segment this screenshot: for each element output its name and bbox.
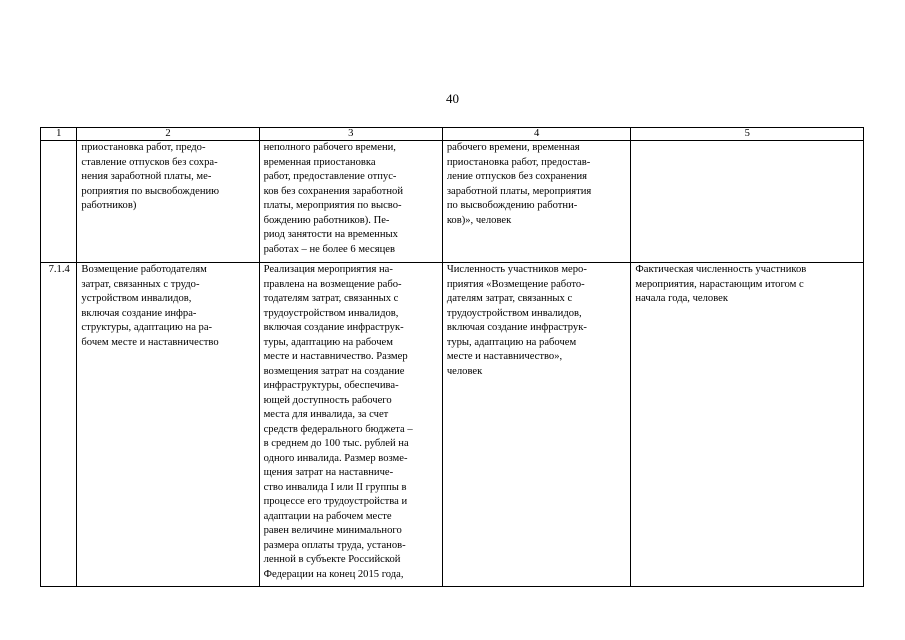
text-line: платы, мероприятия по высво- <box>263 200 402 211</box>
table-cell-col3 <box>259 141 442 263</box>
text-line: роприятия по высвобождению <box>81 185 220 197</box>
text-line: Возмещение работодателям <box>81 264 207 275</box>
text-line: тодателям затрат, связанных с <box>263 293 399 304</box>
text-line: Реализация мероприятия на- <box>263 264 393 275</box>
text-line: щения затрат на наставниче- <box>263 467 394 478</box>
header-cell-5: 5 <box>631 128 864 141</box>
text-line: туры, адаптацию на рабочем <box>446 336 577 348</box>
text-line: ставление отпусков без сохра- <box>81 156 218 168</box>
cell-text <box>447 141 628 228</box>
text-line: приостановка работ, предо- <box>81 142 206 153</box>
text-line: неполного рабочего времени, <box>263 142 396 153</box>
text-line: включая создание инфраструк- <box>446 322 587 333</box>
text-line: включая создание инфраструк- <box>263 322 404 333</box>
text-line: месте и наставничество. Размер <box>263 351 408 362</box>
table-header-row <box>41 128 864 141</box>
cell-text <box>264 141 439 257</box>
text-line: дателям затрат, связанных с <box>446 293 573 304</box>
text-line: туры, адаптацию на рабочем <box>263 336 393 348</box>
text-line: временная приостановка <box>263 156 376 168</box>
text-line: рабочего времени, временная <box>446 142 580 153</box>
text-line: Численность участников меро- <box>446 264 587 275</box>
text-line: трудоустройством инвалидов, <box>446 307 582 319</box>
text-line: работах – не более 6 месяцев <box>263 243 395 255</box>
text-line: риод занятости на временных <box>263 229 398 240</box>
header-cell-1: 1 <box>41 128 77 141</box>
table-cell-col2 <box>77 141 259 263</box>
text-line: возмещения затрат на создание <box>263 365 405 377</box>
text-line: одного инвалида. Размер возме- <box>263 452 408 464</box>
cell-text <box>447 263 628 379</box>
table-cell-col4 <box>442 263 631 587</box>
text-line: в среднем до 100 тыс. рублей на <box>263 438 409 449</box>
text-line: человек <box>446 365 483 377</box>
page-number: 40 <box>446 91 459 106</box>
table-cell-col4 <box>442 141 631 263</box>
text-line: работ, предоставление отпус- <box>263 171 397 182</box>
text-line: начала года, человек <box>635 293 728 304</box>
table-cell-col2 <box>77 263 259 587</box>
text-line: нения заработной платы, ме- <box>81 171 212 182</box>
text-line: места для инвалида, за счет <box>263 409 389 420</box>
text-line: ков без сохранения заработной <box>263 185 404 197</box>
text-line: мероприятия, нарастающим итогом с <box>635 278 804 290</box>
text-line: бождению работников). Пе- <box>263 214 390 226</box>
row-number-cell: 7.1.4 <box>41 263 77 587</box>
table-cell-col5 <box>631 141 864 263</box>
text-line: Фактическая численность участников <box>635 264 807 275</box>
header-cell-4: 4 <box>442 128 631 141</box>
text-line: приостановка работ, предостав- <box>446 156 591 168</box>
text-line: затрат, связанных с трудо- <box>81 278 200 290</box>
header-cell-2: 2 <box>77 128 259 141</box>
indicators-table <box>40 127 864 587</box>
text-line: средств федерального бюджета – <box>263 423 413 435</box>
text-line: процессе его трудоустройства и <box>263 496 408 507</box>
text-line: по высвобождению работни- <box>446 200 578 211</box>
text-line: приятия «Возмещение работо- <box>446 278 585 290</box>
row-number-cell <box>41 141 77 263</box>
text-line: Федерации на конец 2015 года, <box>263 568 404 580</box>
table-cell-col5 <box>631 263 864 587</box>
text-line: бочем месте и наставничество <box>81 336 219 348</box>
text-line: устройством инвалидов, <box>81 293 192 304</box>
text-line: адаптации на рабочем месте <box>263 510 392 522</box>
table-cell-col3 <box>259 263 442 587</box>
header-cell-3: 3 <box>259 128 442 141</box>
text-line: трудоустройством инвалидов, <box>263 307 399 319</box>
text-line: ленной в субъекте Российской <box>263 554 401 565</box>
table-row <box>41 141 864 263</box>
cell-text <box>635 263 860 307</box>
text-line: инфраструктуры, обеспечива- <box>263 380 399 391</box>
text-line: заработной платы, мероприятия <box>446 185 592 197</box>
text-line: месте и наставничество», <box>446 351 563 362</box>
cell-text <box>264 263 439 582</box>
text-line: ков)», человек <box>446 214 512 226</box>
table-row <box>41 263 864 587</box>
text-line: ление отпусков без сохранения <box>446 171 588 182</box>
text-line: размера оплаты труда, установ- <box>263 539 406 551</box>
text-line: равен величине минимального <box>263 525 402 536</box>
text-line: правлена на возмещение рабо- <box>263 278 402 290</box>
cell-text <box>81 141 255 214</box>
text-line: ющей доступность рабочего <box>263 394 392 406</box>
text-line: включая создание инфра- <box>81 307 197 319</box>
text-line: работников) <box>81 200 137 211</box>
text-line: структуры, адаптацию на ра- <box>81 322 213 333</box>
text-line: ство инвалида I или II группы в <box>263 481 407 493</box>
cell-text <box>81 263 255 350</box>
